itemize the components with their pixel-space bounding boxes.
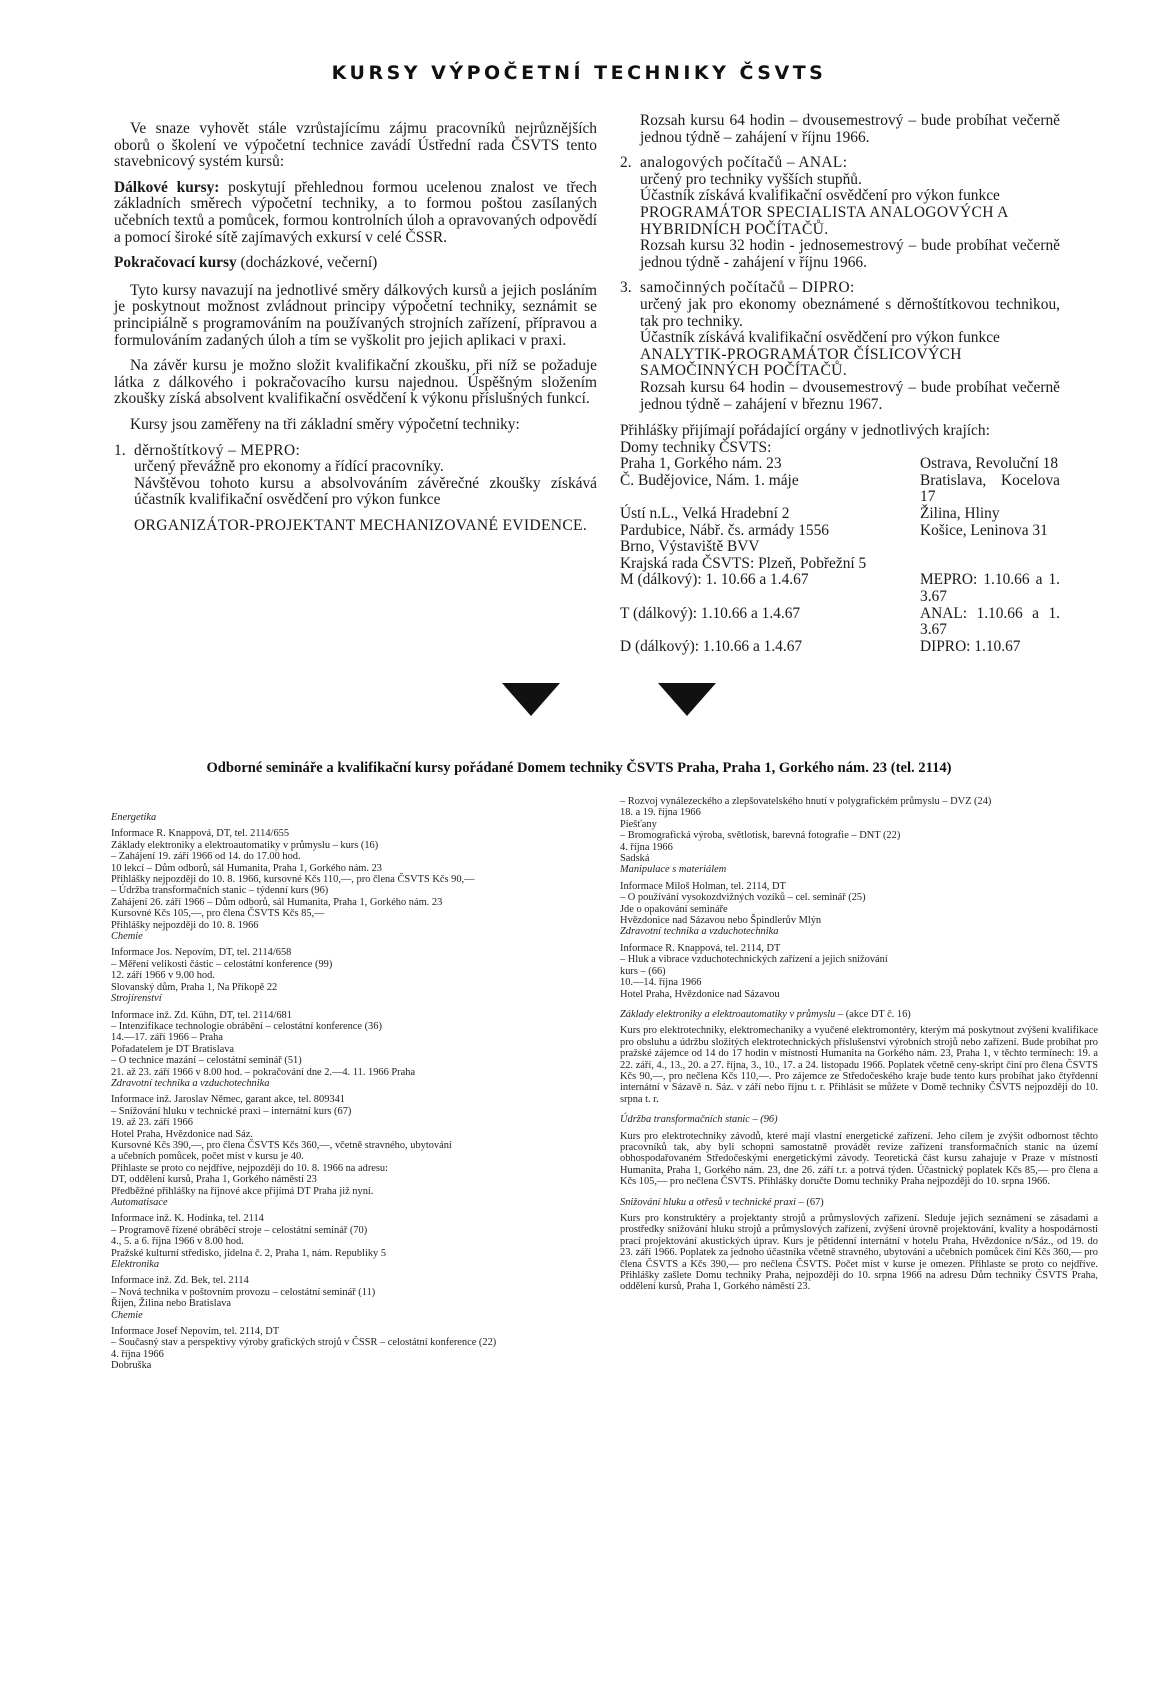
continuation-label: Pokračovací kursy (114, 254, 237, 272)
distance-courses-paragraph (114, 180, 597, 246)
item-audience: určený jak pro ekonomy obeznámené s děrnoštítkovou technikou, tak pro techniky. (640, 295, 1060, 330)
seminar-line: Kursovné Kčs 105,—, pro člena ČSVTS Kčs 85,— (111, 908, 325, 920)
seminars-right-column (620, 796, 1098, 1293)
course-block-heading (620, 1197, 1098, 1208)
house-address: Ústí n.L., Velká Hradební 2 (620, 505, 790, 523)
schedule-continuation: MEPRO: 1.10.66 a 1. 3.67 (920, 571, 1060, 606)
section-category: Strojírenství (111, 993, 162, 1005)
item-text: Účastník získává kvalifikační osvědčení pro výkon funkce (640, 329, 1000, 347)
seminar-line: 19. až 23. září 1966 (111, 1117, 193, 1129)
seminar-section (111, 993, 609, 1078)
item1-range: Rozsah kursu 64 hodin – dvousemestrový – bude probíhat večerně jednou týdně – zahájení v říjnu 1966. (640, 112, 1060, 146)
seminar-line: 14.—17. září 1966 – Praha (111, 1032, 223, 1044)
seminar-line: Dobruška (111, 1360, 152, 1372)
item-heading: samočinných počítačů – DIPRO: (640, 279, 855, 297)
seminar-section (620, 796, 1098, 864)
seminar-section (111, 812, 609, 931)
item-range: Rozsah kursu 64 hodin – dvousemestrový – bude probíhat večerně jednou týdně – zahájení v březnu 1967. (640, 378, 1060, 413)
course-block-title: Snižování hluku a otřesů v technické praxi (620, 1196, 797, 1208)
seminar-section (111, 1078, 609, 1197)
seminar-line: – Intenzifikace technologie obrábění – celostátní konference (36) (111, 1020, 382, 1032)
course-block-heading (620, 1009, 1098, 1020)
item-audience: určený pro techniky vyšších stupňů. (640, 170, 862, 188)
seminar-line: Jde o opakování semináře (620, 903, 728, 915)
seminars-left-column (111, 812, 609, 1372)
seminar-line: Hotel Praha, Hvězdonice nad Sáz. (111, 1128, 253, 1140)
seminar-line: – Programově řízené obráběcí stroje – celostátní seminář (70) (111, 1224, 368, 1236)
seminar-line: Pořadatelem je DT Bratislava (111, 1043, 235, 1055)
seminar-line: Informace inž. Zd. Bek, tel. 2114 (111, 1275, 249, 1287)
item-heading: analogových počítačů – ANAL: (640, 154, 848, 172)
seminar-line: a učebních pomůcek, počet míst v kursu je 40. (111, 1151, 304, 1163)
seminar-line: Hvězdonice nad Sázavou nebo Špindlerův Mlýn (620, 915, 822, 927)
house-address: Košice, Leninova 31 (920, 521, 1048, 539)
seminar-line: 10.—14. října 1966 (620, 977, 702, 989)
seminar-line: – Měření velikosti částic – celostátní konference (99) (111, 958, 333, 970)
schedule-distance: M (dálkový): 1. 10.66 a 1.4.67 (620, 571, 809, 589)
course-item-2 (620, 155, 1060, 271)
seminar-section (111, 1310, 609, 1372)
section-category: Zdravotní technika a vzduchotechnika (620, 926, 779, 938)
seminar-line: – Rozvoj vynálezeckého a zlepšovatelského hnutí v polygrafickém průmyslu – DVZ (24) (620, 796, 992, 807)
seminar-section (111, 931, 609, 993)
seminar-line: Zahájení 26. září 1966 – Dům odborů, sál Humanita, Praha 1, Gorkého nám. 23 (111, 896, 443, 908)
course-block-text: Kurs pro elektrotechniky, elektromechaniky a vyučené elektromontéry, kterým má poskytnout zvýšení kvalifikace pro obsluhu a údržbu složitých elektrotechnických příslušenství výrobních strojů nebo zařízení. Bude probíhat pro pražské zájemce od 14 do 17 hodin v místnosti Humanita na Gorkého nám. 23, Praha 1, v těchto termínech: 19. a 22. září, 4., 13., 20. a 27. října, 3., 10., 17. a 24. listopadu 1966. Poplatek včetně ceny-skript činí pro člena ČSVTS Kčs 90,—, pro nečlena Kčs 110,—. Pro zájemce ze Středočeského kraje bude tento kurs probíhat jako čtyřdenní internátní v Sázavě n. Sáz. v září nebo říjnu t. r. Přihlásit se můžete v Domě techniky ČSVTS nejpozději do 10. srpna t. r. (620, 1025, 1098, 1105)
section-category: Energetika (111, 812, 157, 823)
house-address: Brno, Výstaviště BVV (620, 538, 760, 556)
seminar-line: – Hluk a vibrace vzduchotechnických zařízení a jejich snižování (620, 954, 888, 966)
right-column (620, 113, 1060, 655)
left-column (114, 121, 597, 534)
seminar-section (111, 1259, 609, 1310)
continuation-paragraph: Tyto kursy navazují na jednotlivé směry dálkových kursů a jejich posláním je poskytnout možnost zvládnout principy výpočetní techniky, seznámit se principiálně s programováním na používaných strojních zařízení, přípravou a formulováním zadaných úloh a tím se vyškolit pro jejich aplikaci v praxi. (114, 281, 597, 349)
item-function: PROGRAMÁTOR SPECIALISTA ANALOGOVÝCH A HYBRIDNÍCH POČÍTAČŮ. (640, 203, 1008, 238)
course-item-1 (114, 443, 597, 535)
seminar-line: kurs – (66) (620, 965, 666, 977)
directions-paragraph: Kursy jsou zaměřeny na tři základní směry výpočetní techniky: (130, 415, 520, 433)
seminar-line: Informace Josef Nepovím, tel. 2114, DT (111, 1326, 280, 1338)
seminar-line: 4. října 1966 (111, 1348, 164, 1360)
seminar-line: Informace Jos. Nepovím, DT, tel. 2114/658 (111, 947, 292, 959)
distance-courses-label: Dálkové kursy: (114, 178, 220, 196)
item-number: 3. (620, 279, 632, 297)
course-block-title: Základy elektroniky a elektroautomatiky v průmyslu (620, 1008, 836, 1020)
seminar-line: Předběžné přihlášky na říjnové akce přijímá DT Praha již nyní. (111, 1185, 374, 1197)
houses-table (620, 456, 1060, 556)
seminar-line: 12. září 1966 v 9.00 hod. (111, 970, 215, 982)
schedule-distance: T (dálkový): 1.10.66 a 1.4.67 (620, 604, 801, 622)
seminar-line: Říjen, Žilina nebo Bratislava (111, 1298, 232, 1310)
course-block-text: Kurs pro konstruktéry a projektanty strojů a průmyslových zařízení. Sleduje jejich seznámení se zásadami a prostředky snižování hluku strojů a průmyslových zařízení, zvýšení úrovně projektování, kvality a hospodárnosti prací projektování akustických úprav. Kurs je pětidenní internátní v hotelu Praha, Hvězdonice n/Sáz., od 19. do 23. září 1966. Poplatek za jednoho účastníka včetně stravného, ubytování a učebních pomůcek činí Kčs 360,— pro člena ČSVTS a Kčs 390,— pro nečlena ČSVTS. Počet míst v kurse je omezen. Přihlaste se proto co nejdříve. Přihlášky zašlete Domu techniky Praha, nejpozději do 10. srpna 1966 na adresu Dům techniky ČSVTS Praha, oddělení kursů, Praha 1, Gorkého náměstí 23. (620, 1213, 1098, 1293)
seminar-line: 18. a 19. října 1966 (620, 807, 701, 819)
house-address: Č. Budějovice, Nám. 1. máje (620, 471, 799, 489)
seminar-line: – Bromografická výroba, světlotisk, barevná fotografie – DNT (22) (620, 830, 901, 842)
seminar-line: – O technice mazání – celostátní seminář (51) (111, 1055, 302, 1067)
page-title: KURSY VÝPOČETNÍ TECHNIKY ČSVTS (331, 62, 827, 84)
distance-courses-text: poskytují přehlednou formou ucelenou znalost ve třech základních směrech výpočetní techniky, a to formou poštou zasílaných učebních textů a pomůcek, formou kontrolních úloh a opravovaných odpovědí a pomocí široké sítě zajímavých exkursí v celé ČSSR. (114, 178, 597, 246)
seminar-line: 10 lekcí – Dům odborů, sál Humanita, Praha 1, Gorkého nám. 23 (111, 862, 382, 874)
house-address: Bratislava, Kocelova 17 (920, 471, 1060, 506)
seminar-line: 4., 5. a 6. října 1966 v 8.00 hod. (111, 1236, 244, 1248)
applications-intro: Přihlášky přijímají pořádající orgány v jednotlivých krajích: (620, 422, 990, 440)
seminar-line: Přihlášky nejpozději do 10. 8. 1966 (111, 919, 259, 931)
item-number: 1. (114, 441, 126, 459)
seminar-line: DT, oddělení kursů, Praha 1, Gorkého náměstí 23 (111, 1174, 317, 1186)
seminar-line: Základy elektroniky a elektroautomatiky v průmyslu – kurs (16) (111, 839, 379, 851)
section-category: Zdravotní technika a vzduchotechnika (111, 1077, 270, 1089)
schedule-continuation: ANAL: 1.10.66 a 1. 3.67 (920, 604, 1060, 639)
section-category: Chemie (111, 931, 143, 943)
item-text: Účastník získává kvalifikační osvědčení pro výkon funkce (640, 187, 1000, 205)
houses-label: Domy techniky ČSVTS: (620, 438, 772, 456)
seminar-line: Pražské kulturní středisko, jídelna č. 2, Praha 1, nám. Republiky 5 (111, 1247, 387, 1259)
seminar-line: 21. až 23. září 1966 v 8.00 hod. – pokračování dne 2.—4. 11. 1966 Praha (111, 1066, 416, 1078)
section-category: Chemie (111, 1309, 143, 1321)
seminar-line: Slovanský dům, Praha 1, Na Příkopě 22 (111, 981, 278, 993)
seminar-section (620, 926, 1098, 999)
section-category: Automatisace (111, 1197, 168, 1208)
item-audience: určený převážně pro ekonomy a řídící pracovníky. (134, 458, 444, 476)
seminar-line: – Údržba transformačních stanic – týdenní kurs (96) (111, 885, 329, 897)
seminar-line: – Současný stav a perspektivy výroby grafických strojů v ČSSR – celostátní konference (22) (111, 1337, 497, 1349)
section-category: Elektronika (111, 1259, 160, 1271)
seminar-line: – Snižování hluku v technické praxi – internátní kurs (67) (111, 1105, 352, 1117)
course-block-suffix: – (67) (796, 1196, 824, 1208)
continuation-suffix: (docházkové, večerní) (236, 254, 378, 272)
item-heading: děrnoštítkový – MEPRO: (134, 441, 301, 459)
item-function: ANALYTIK-PROGRAMÁTOR ČÍSLICOVÝCH SAMOČINNÝCH POČÍTAČŮ. (640, 345, 962, 380)
course-block-heading (620, 1114, 1098, 1125)
seminar-line: Sadská (620, 853, 650, 865)
seminar-line: Informace Miloš Holman, tel. 2114, DT (620, 880, 786, 892)
schedule-table (620, 572, 1060, 655)
seminar-section (111, 1197, 609, 1259)
seminars-title: Odborné semináře a kvalifikační kursy pořádané Domem techniky ČSVTS Praha, Praha 1, Gorkého nám. 23 (tel. 2114) (206, 760, 952, 776)
course-block-text: Kurs pro elektrotechniky závodů, které mají vlastní energetické zařízení. Jeho cílem je zvýšit odbornost těchto pracovníků tak, aby byli schopni samostatně provádět revize zařízení transformačních stanic na území obhospodařovaném Středočeskými energetickými závody. Teoretická část kursu zahajuje v Praze v místnosti Humanita, Praha 1, Gorkého nám. 23, dne 26. září t.r. a potrvá týden. Účastnický poplatek Kčs 85,— pro člena a Kčs 105,— pro nečlena ČSVTS. Přihlášky doručte Domu techniky Praha nejpozději do 10. srpna 1966. (620, 1130, 1098, 1188)
course-block-suffix: – (akce DT č. 16) (835, 1008, 911, 1020)
seminar-line: – Zahájení 19. září 1966 od 14. do 17.00 hod. (111, 851, 301, 863)
seminar-line: – O používání vysokozdvižných vozíků – cel. seminář (25) (620, 892, 866, 904)
course-block (620, 1114, 1098, 1187)
seminar-line: Informace inž. K. Hodinka, tel. 2114 (111, 1213, 264, 1225)
item-number: 2. (620, 154, 632, 172)
intro-paragraph: Ve snaze vyhovět stále vzrůstajícímu zájmu pracovníků nejrůznějších oborů o školení ve výpočetní technice zavádí Ústřední rada ČSVTS tento stavebnicový systém kursů: (114, 120, 597, 171)
house-address: Praha 1, Gorkého nám. 23 (620, 455, 782, 473)
course-item-3 (620, 280, 1060, 413)
house-address: Pardubice, Nábř. čs. armády 1556 (620, 521, 829, 539)
seminar-line: Informace inž. Zd. Kühn, DT, tel. 2114/681 (111, 1009, 292, 1021)
house-address: Žilina, Hliny (920, 505, 1000, 523)
item-text: Návštěvou tohoto kursu a absolvováním závěrečné zkoušky získává účastník kvalifikační osvědčení pro výkon funkce (134, 474, 597, 509)
course-block (620, 1009, 1098, 1105)
course-block (620, 1197, 1098, 1293)
seminar-line: Kursovné Kčs 390,—, pro člena ČSVTS Kčs 360,—, včetně stravného, ubytování (111, 1139, 452, 1151)
seminar-line: Informace R. Knappová, tel. 2114, DT (620, 942, 781, 954)
item-range: Rozsah kursu 32 hodin - jednosemestrový – bude probíhat večerně jednou týdně - zahájení v říjnu 1966. (640, 237, 1060, 271)
seminar-line: Přihlaste se proto co nejdříve, nejpozději do 10. 8. 1966 na adresu: (111, 1162, 389, 1174)
house-address: Ostrava, Revoluční 18 (920, 455, 1059, 473)
course-block-title: Údržba transformačních stanic – (96) (620, 1114, 778, 1126)
seminar-line: Informace inž. Jaroslav Němec, garant akce, tel. 809341 (111, 1094, 345, 1106)
schedule-continuation: DIPRO: 1.10.67 (920, 637, 1021, 655)
schedule-distance: D (dálkový): 1.10.66 a 1.4.67 (620, 637, 803, 655)
seminar-line: 4. října 1966 (620, 841, 673, 853)
seminar-line: Přihlášky nejpozději do 10. 8. 1966, kursovné Kčs 110,—, pro člena ČSVTS Kčs 90,— (111, 874, 475, 886)
seminar-line: Piešťany (620, 818, 657, 830)
continuation-heading (114, 255, 597, 272)
house-address (920, 539, 1060, 556)
arrow-down-icon (502, 683, 560, 716)
seminar-section (620, 864, 1098, 926)
seminar-line: – Nová technika v poštovním provozu – celostátní seminář (11) (111, 1286, 376, 1298)
section-category: Manipulace s materiálem (620, 864, 727, 876)
seminar-line: Informace R. Knappová, DT, tel. 2114/655 (111, 828, 290, 840)
regional-council: Krajská rada ČSVTS: Plzeň, Pobřežní 5 (620, 554, 867, 572)
exam-paragraph: Na závěr kursu je možno složit kvalifikační zkoušku, při níž se požaduje látka z dálkového i pokračovacího kursu najednou. Úspěšným složením zkoušky získá absolvent kvalifikační osvědčení k výkonu příslušných funkcí. (114, 357, 597, 408)
seminar-line: Hotel Praha, Hvězdonice nad Sázavou (620, 988, 780, 1000)
item-function: ORGANIZÁTOR-PROJEKTANT MECHANIZOVANÉ EVIDENCE. (134, 516, 588, 534)
arrow-down-icon (658, 683, 716, 716)
